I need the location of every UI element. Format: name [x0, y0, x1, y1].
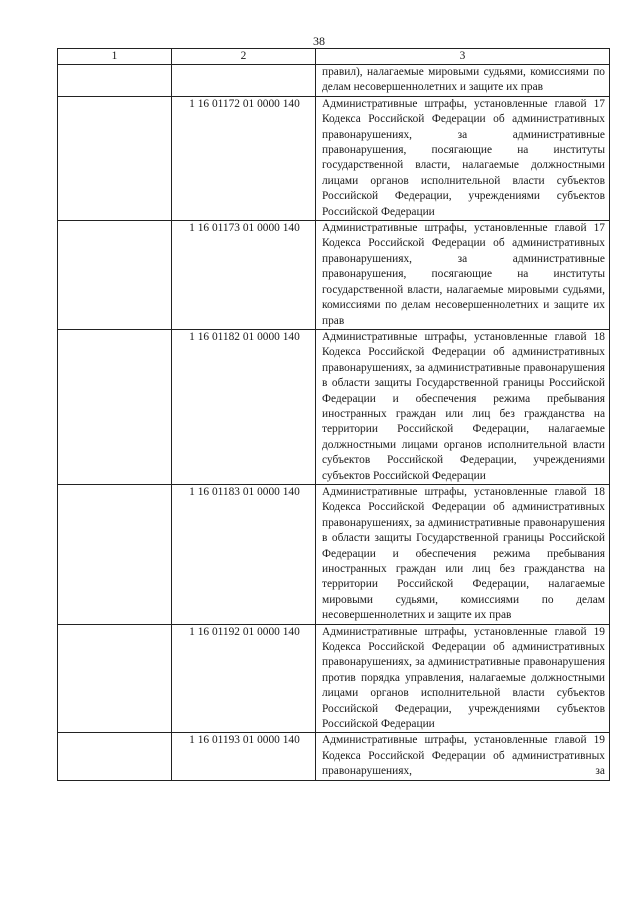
- table-cell-code: 1 16 01172 01 0000 140: [172, 96, 316, 220]
- table-cell-description: Административные штрафы, установленные главой 19 Кодекса Российской Федерации об административных правонарушениях, за: [316, 733, 610, 780]
- page-number: 38: [313, 34, 325, 48]
- table-cell-description: Административные штрафы, установленные главой 18 Кодекса Российской Федерации об административных правонарушениях, за административные правонарушения в области защиты Государственной границы Российской Федерации и обеспечения режима пребывания иностранных граждан или лиц без гражданства на территории Российской Федерации, налагаемые мировыми судьями, комиссиями по делам несовершеннолетних и защите их прав: [316, 484, 610, 624]
- table-row: [58, 96, 610, 220]
- table-row: [58, 65, 610, 97]
- table-row: [58, 329, 610, 484]
- table-cell-description: Административные штрафы, установленные главой 19 Кодекса Российской Федерации об административных правонарушениях, за административные правонарушения против порядка управления, налагаемые должностными лицами органов исполнительной власти субъектов Российской Федерации, учреждениями субъектов Российской Федерации: [316, 624, 610, 733]
- column-header-2: 2: [172, 49, 316, 65]
- table-cell-col1: [58, 329, 172, 484]
- table-cell-code: 1 16 01182 01 0000 140: [172, 329, 316, 484]
- table-cell-description: Административные штрафы, установленные главой 17 Кодекса Российской Федерации об административных правонарушениях, за административные правонарушения, посягающие на институты государственной власти, налагаемые мировыми судьями, комиссиями по делам несовершеннолетних и защите их прав: [316, 221, 610, 330]
- table-cell-code: 1 16 01173 01 0000 140: [172, 221, 316, 330]
- table-header-row: [58, 49, 610, 65]
- table-cell-code: 1 16 01192 01 0000 140: [172, 624, 316, 733]
- table-cell-description: Административные штрафы, установленные главой 18 Кодекса Российской Федерации об административных правонарушениях, за административные правонарушения в области защиты Государственной границы Российской Федерации и обеспечения режима пребывания иностранных граждан или лиц без гражданства на территории Российской Федерации, налагаемые должностными лицами органов исполнительной власти субъектов Российской Федерации, учреждениями субъектов Российской Федерации: [316, 329, 610, 484]
- table-row: [58, 221, 610, 330]
- table-cell-col1: [58, 65, 172, 97]
- column-header-1: 1: [58, 49, 172, 65]
- table-row: [58, 733, 610, 780]
- table-cell-col1: [58, 96, 172, 220]
- table-cell-col1: [58, 733, 172, 780]
- table-cell-code: 1 16 01183 01 0000 140: [172, 484, 316, 624]
- table-cell-code: 1 16 01193 01 0000 140: [172, 733, 316, 780]
- table-row: [58, 484, 610, 624]
- table-row: [58, 624, 610, 733]
- table-cell-col1: [58, 221, 172, 330]
- table-cell-code: [172, 65, 316, 97]
- column-header-3: 3: [316, 49, 610, 65]
- table-cell-col1: [58, 484, 172, 624]
- budget-codes-table: [57, 48, 610, 781]
- table-cell-description: Административные штрафы, установленные главой 17 Кодекса Российской Федерации об административных правонарушениях, за административные правонарушения, посягающие на институты государственной власти, налагаемые должностными лицами органов исполнительной власти субъектов Российской Федерации, учреждениями субъектов Российской Федерации: [316, 96, 610, 220]
- table-cell-col1: [58, 624, 172, 733]
- table-cell-description: правил), налагаемые мировыми судьями, комиссиями по делам несовершеннолетних и защите их прав: [316, 65, 610, 97]
